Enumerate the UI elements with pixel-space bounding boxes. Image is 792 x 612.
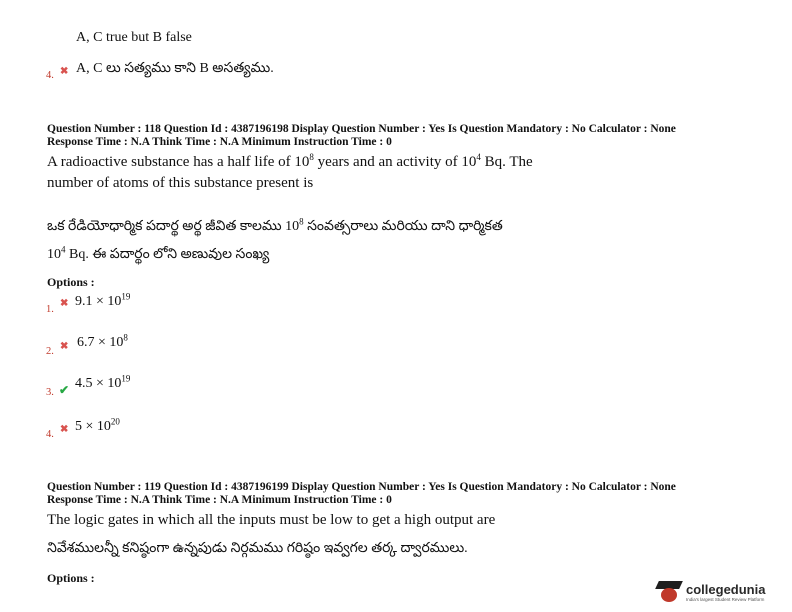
q119-options-label: Options : <box>47 571 95 585</box>
q118-option-3-number: 3. <box>46 387 54 398</box>
logo-name: collegedunia <box>686 581 766 597</box>
q119-meta-line-2: Response Time : N.A Think Time : N.A Minimum Instruction Time : 0 <box>47 494 392 506</box>
q118-option-1-value: $9.1 \times 10^{19}$ <box>75 291 131 309</box>
q118-options-label: Options : <box>47 275 95 289</box>
q118-option-2-number: 2. <box>46 346 54 357</box>
q118-telugu-line-2: $10^4$ Bq. ఈ పదార్థం లోని అణువుల సంఖ్య <box>47 244 270 262</box>
q119-meta-line-1: Question Number : 119 Question Id : 4387196199 Display Question Number : Yes Is Question Mandatory : No Calculator : None <box>47 481 676 493</box>
q118-meta-line-2: Response Time : N.A Think Time : N.A Minimum Instruction Time : 0 <box>47 136 392 148</box>
q119-english-line-1: The logic gates in which all the inputs must be low to get a high output are <box>47 512 496 528</box>
q118-option-4-number: 4. <box>46 429 54 440</box>
wrong-mark-icon: ✖ <box>60 341 69 352</box>
graduation-cap-icon <box>656 581 682 603</box>
prev-option-4-number: 4. <box>46 70 54 81</box>
q118-telugu-line-1: ఒక రేడియోధార్మిక పదార్థ అర్థ జీవిత కాలము $10^8$ సంవత్సరాలు మరియు దాని ధార్మికత <box>47 216 503 234</box>
q118-option-3-value: $4.5 \times 10^{19}$ <box>75 373 131 391</box>
q119-telugu-line-1: నివేశములన్నీ కనిష్ఠంగా ఉన్నపుడు నిర్గమము గరిష్ఠం ఇవ్వగల తర్క ద్వారములు. <box>47 541 468 556</box>
q118-meta-line-1: Question Number : 118 Question Id : 4387196198 Display Question Number : Yes Is Question Mandatory : No Calculator : None <box>47 123 676 135</box>
logo-tagline: India's largest Student Review Platform <box>686 596 765 602</box>
q118-option-1-number: 1. <box>46 304 54 315</box>
wrong-mark-icon: ✖ <box>60 66 69 77</box>
prev-option-4-english: A, C true but B false <box>76 30 192 45</box>
q118-option-2-value: $6.7 \times 10^8$ <box>77 332 128 350</box>
q118-english-line-1: A radioactive substance has a half life of $10^8$ years and an activity of $10^4$ Bq. The <box>47 152 533 170</box>
prev-option-4-telugu: A, C లు సత్యము కాని B అసత్యము. <box>76 61 274 76</box>
q118-option-4-value: $5 \times 10^{20}$ <box>75 416 120 434</box>
q118-english-line-2: number of atoms of this substance present is <box>47 175 314 191</box>
correct-check-icon: ✔ <box>59 383 70 397</box>
collegedunia-logo <box>656 581 765 603</box>
wrong-mark-icon: ✖ <box>60 298 69 309</box>
wrong-mark-icon: ✖ <box>60 424 69 435</box>
